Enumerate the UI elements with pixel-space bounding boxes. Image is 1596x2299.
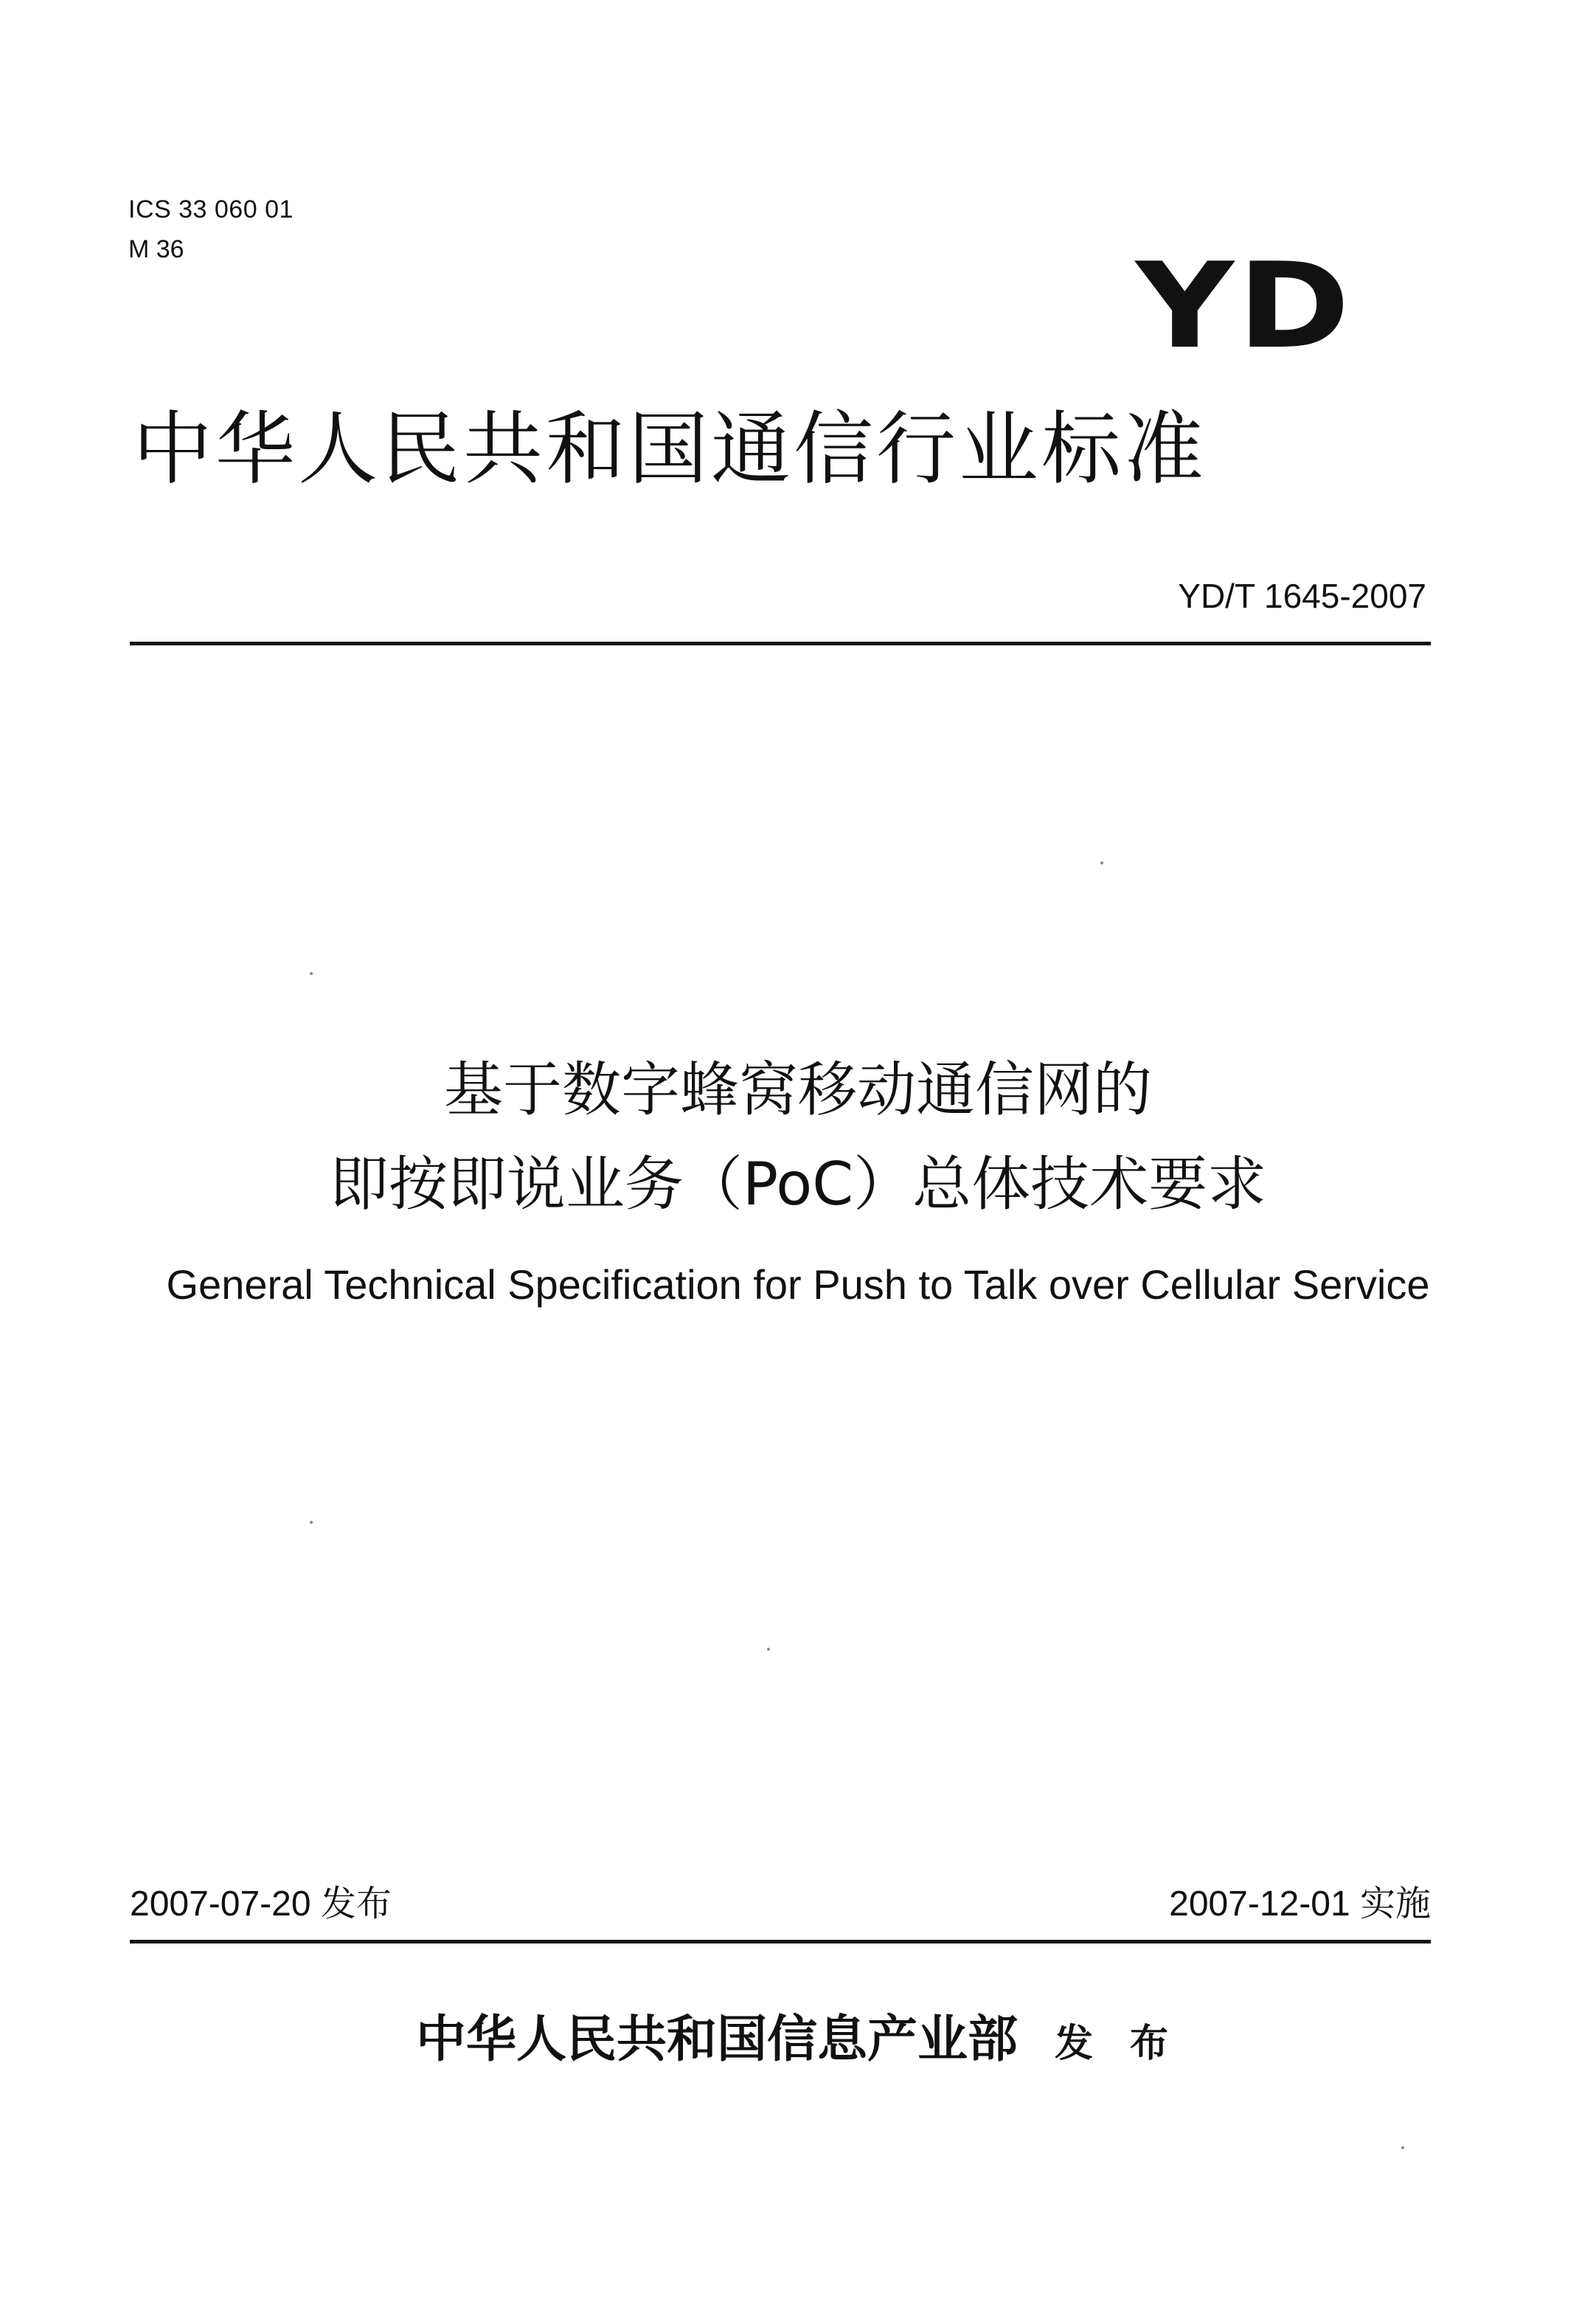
scan-speck (1100, 861, 1103, 864)
issuer-name: 中华人民共和国信息产业部 (415, 2010, 1018, 2069)
ics-code: ICS 33 060 01 (128, 195, 294, 223)
document-title-line-2: 即按即说业务（PoC）总体技术要求 (329, 1150, 1267, 1218)
issuer-action: 发 布 (1054, 2021, 1181, 2066)
ccs-code: M 36 (128, 235, 184, 263)
document-title-english: General Technical Specification for Push to Talk over Cellular Service (166, 1261, 1430, 1308)
standard-category-title: 中华人民共和国通信行业标准 (133, 403, 1207, 496)
scan-speck (310, 972, 313, 975)
standard-mark-logo: YD (1135, 237, 1353, 375)
bottom-divider (130, 1940, 1431, 1943)
implementation-date: 2007-12-01 实施 (1169, 1884, 1431, 1924)
top-divider (130, 642, 1431, 645)
issuing-authority (0, 2006, 1596, 2077)
document-title-line-1: 基于数字蜂窝移动通信网的 (444, 1055, 1152, 1124)
scan-speck (1401, 2146, 1404, 2149)
scan-speck (767, 1648, 770, 1651)
release-date: 2007-07-20 发布 (130, 1884, 392, 1924)
scan-speck (310, 1521, 313, 1524)
standard-number: YD/T 1645-2007 (1178, 577, 1426, 615)
